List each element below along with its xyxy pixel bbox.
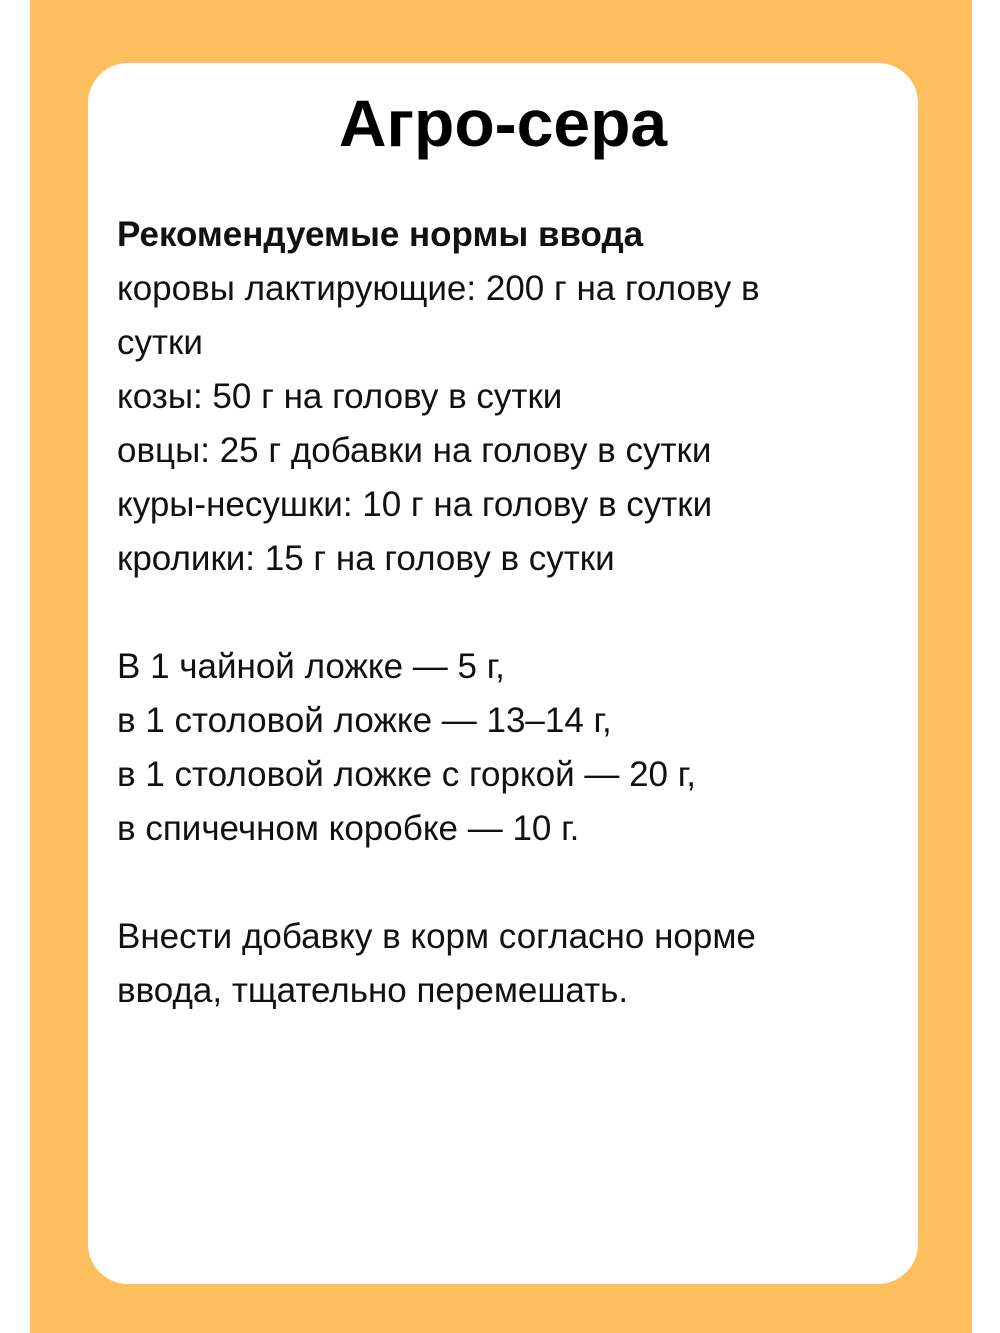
measure-line-tablespoon: в 1 столовой ложке — 13–14 г,: [117, 701, 612, 740]
norm-line-cows-cont: сутки: [117, 323, 203, 362]
product-title: Агро-сера: [338, 86, 668, 160]
norm-line-cows: коровы лактирующие: 200 г на голову в: [117, 269, 760, 308]
instruction-line-1: Внести добавку в корм согласно норме: [117, 917, 756, 956]
measure-line-matchbox: в спичечном коробке — 10 г.: [117, 809, 580, 848]
norm-line-goats: козы: 50 г на голову в сутки: [117, 377, 563, 416]
spacer: [117, 856, 898, 910]
measure-line-teaspoon: В 1 чайной ложке — 5 г,: [117, 647, 505, 686]
info-card: [88, 63, 918, 1284]
instruction-line-2: ввода, тщательно перемешать.: [117, 971, 629, 1010]
norms-heading: Рекомендуемые нормы ввода: [117, 215, 644, 254]
norm-line-hens: куры-несушки: 10 г на голову в сутки: [117, 485, 713, 524]
norm-line-sheep: овцы: 25 г добавки на голову в сутки: [117, 431, 712, 470]
card-body: [117, 208, 898, 1018]
measure-line-heaped-tablespoon: в 1 столовой ложке с горкой — 20 г,: [117, 755, 696, 794]
norm-line-rabbits: кролики: 15 г на голову в сутки: [117, 539, 615, 578]
spacer: [117, 586, 898, 640]
